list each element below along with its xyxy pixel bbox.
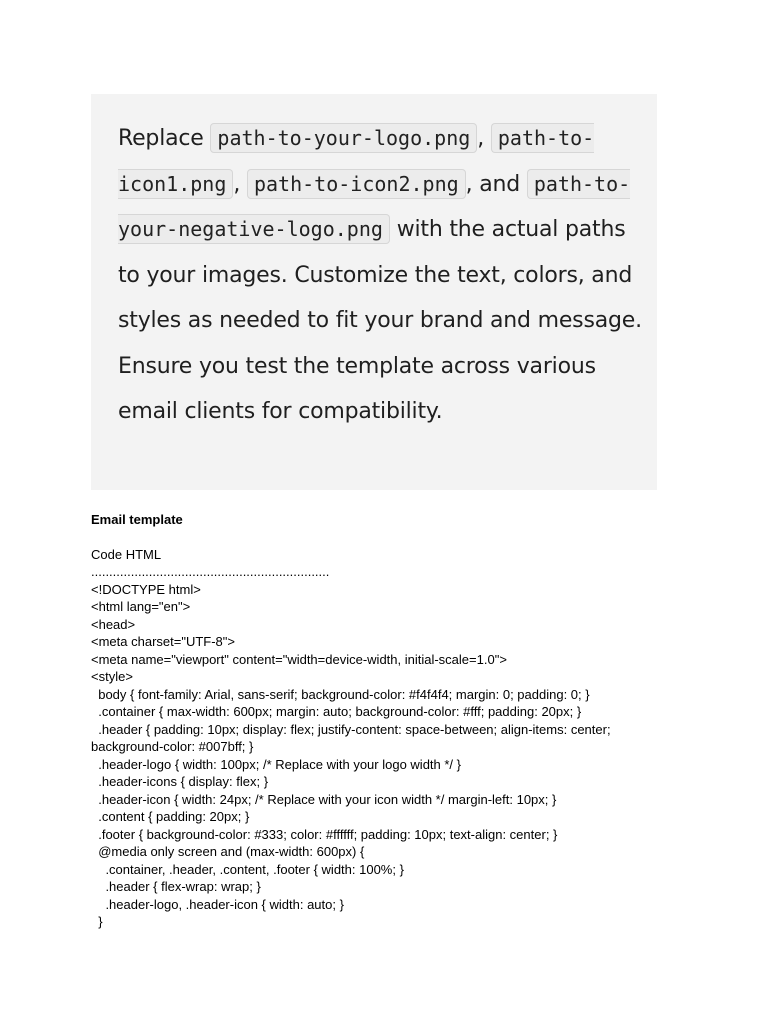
code-line: .header-logo { width: 100px; /* Replace with your logo width */ } xyxy=(91,756,461,772)
code-line: background-color: #007bff; } xyxy=(91,739,254,754)
callout-text-run: , xyxy=(477,126,491,151)
callout-text-run: with the actual paths to your images. Customize the text, colors, and styles as needed to fit your brand and message. Ensure you test the template across various email clients for compatibility. xyxy=(118,217,642,424)
code-line: .header-logo, .header-icon { width: auto; } xyxy=(91,896,344,912)
code-line: body { font-family: Arial, sans-serif; background-color: #f4f4f4; margin: 0; padding: 0; } xyxy=(91,686,590,702)
callout-text-run: , xyxy=(233,171,247,197)
code-block xyxy=(91,581,691,931)
dotted-rule: .................................................................. xyxy=(91,564,330,579)
callout-text-run: , and xyxy=(465,171,527,197)
code-line: <style> xyxy=(91,669,133,684)
section-heading: Email template xyxy=(91,512,183,527)
document-body xyxy=(91,511,691,931)
inline-code: path-to-icon1.png xyxy=(118,123,594,199)
code-line: .header-icon { width: 24px; /* Replace with your icon width */ margin-left: 10px; } xyxy=(91,791,557,807)
code-line: } xyxy=(91,914,103,929)
callout-text-run: Replace xyxy=(118,126,211,151)
code-line: <head> xyxy=(91,616,136,632)
screenshot-callout xyxy=(91,94,657,490)
code-line: <html lang="en"> xyxy=(91,599,191,614)
code-line: .footer { background-color: #333; color: #ffffff; padding: 10px; text-align: center; } xyxy=(91,826,558,842)
code-line: <meta name="viewport" content="width=device-width, initial-scale=1.0"> xyxy=(91,651,507,667)
inline-code: path-to-your-logo.png xyxy=(210,123,477,153)
code-line: .content { padding: 20px; } xyxy=(91,809,250,824)
code-line: .header-icons { display: flex; } xyxy=(91,774,269,789)
code-line: .container, .header, .content, .footer { width: 100%; } xyxy=(91,861,404,877)
code-line: <!DOCTYPE html> xyxy=(91,581,201,597)
code-line: <meta charset="UTF-8"> xyxy=(91,634,235,649)
code-label: Code HTML xyxy=(91,546,162,562)
code-line: .header { padding: 10px; display: flex; justify-content: space-between; align-items: center; xyxy=(91,721,611,737)
inline-code: path-to-icon2.png xyxy=(247,169,466,199)
code-line: .container { max-width: 600px; margin: auto; background-color: #fff; padding: 20px; } xyxy=(91,704,582,719)
code-line: @media only screen and (max-width: 600px) { xyxy=(91,844,365,859)
callout-paragraph xyxy=(118,116,647,435)
inline-code: path-to-your-negative-logo.png xyxy=(118,169,630,245)
code-line: .header { flex-wrap: wrap; } xyxy=(91,879,261,894)
